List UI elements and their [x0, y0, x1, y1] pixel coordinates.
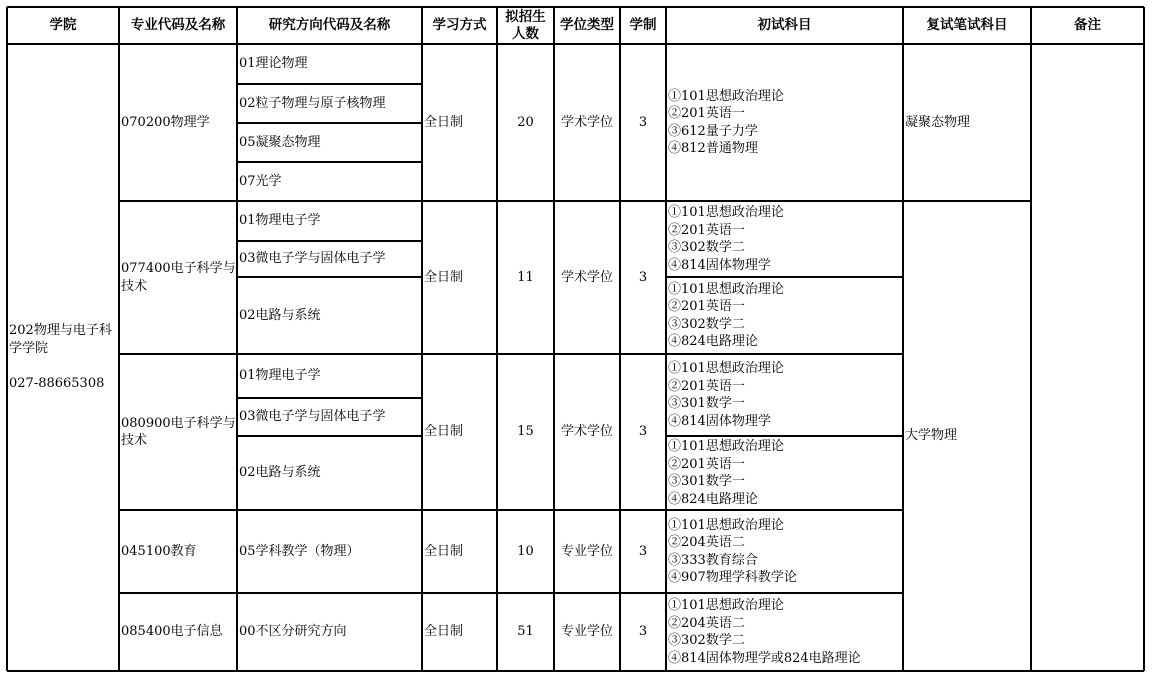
table-border: [7, 6, 1144, 8]
study-mode-cell: 全日制: [424, 424, 464, 440]
grid-line: [119, 200, 903, 202]
exam-subjects-cell: ①101思想政治理论 ②201英语一 ③301数学一 ④824电路理论: [668, 439, 784, 507]
table-border: [7, 670, 1144, 672]
grid-line: [119, 592, 903, 594]
direction-cell: 03微电子学与固体电子学: [239, 409, 386, 425]
exam-subjects-cell: ①101思想政治理论 ②201英语一 ③302数学二 ④814固体物理学: [668, 205, 784, 273]
header-remarks: 备注: [1074, 17, 1101, 33]
direction-cell: 05凝聚态物理: [239, 134, 321, 150]
direction-cell: 01物理电子学: [239, 368, 321, 384]
grid-line: [553, 7, 555, 671]
header-direction: 研究方向代码及名称: [268, 17, 391, 33]
study-mode-cell: 全日制: [424, 114, 464, 130]
exam-subjects-cell: ①101思想政治理论 ②204英语二 ③302数学二 ④814固体物理学或824电路理论: [668, 598, 861, 666]
direction-cell: 07光学: [239, 173, 282, 189]
degree-type-cell: 学术学位: [560, 269, 613, 285]
major-cell: 077400电子科学与技术: [121, 261, 236, 294]
grid-line: [7, 43, 1144, 45]
retest-cell-shared: 大学物理: [905, 428, 958, 444]
degree-type-cell: 专业学位: [560, 543, 613, 559]
header-study-mode: 学习方式: [432, 17, 487, 33]
grid-line: [119, 509, 903, 511]
grid-line: [237, 397, 422, 399]
exam-subjects-cell: ①101思想政治理论 ②204英语二 ③333教育综合 ④907物理学科教学论: [668, 517, 797, 585]
exam-subjects-cell: ①101思想政治理论 ②201英语一 ③302数学二 ④824电路理论: [668, 281, 784, 349]
grid-line: [421, 7, 423, 671]
major-cell: 085400电子信息: [121, 624, 223, 640]
exam-subjects-cell: ①101思想政治理论 ②201英语一 ③301数学一 ④814固体物理学: [668, 361, 784, 429]
study-mode-cell: 全日制: [424, 624, 464, 640]
remarks-cell: [1031, 44, 1144, 671]
major-cell: 070200物理学: [121, 114, 210, 130]
grid-line: [619, 7, 621, 671]
header-college: 学院: [49, 17, 77, 33]
header-degree-type: 学位类型: [560, 17, 614, 33]
direction-cell: 01理论物理: [239, 56, 308, 72]
direction-cell: 02粒子物理与原子核物理: [239, 95, 386, 111]
retest-cell: 凝聚态物理: [905, 114, 971, 130]
enrollment-cell: 51: [517, 624, 534, 640]
grid-line: [237, 435, 422, 437]
grid-line: [666, 435, 903, 437]
direction-cell: 00不区分研究方向: [239, 624, 347, 640]
grid-line: [118, 7, 120, 671]
college-phone: 027-88665308: [9, 376, 105, 392]
study-mode-cell: 全日制: [424, 543, 464, 559]
direction-cell: 01物理电子学: [239, 213, 321, 229]
duration-cell: 3: [638, 114, 648, 130]
enrollment-cell: 10: [517, 543, 534, 559]
exam-subjects-cell: ①101思想政治理论 ②201英语一 ③612量子力学 ④812普通物理: [668, 88, 784, 156]
degree-type-cell: 专业学位: [560, 624, 613, 640]
header-enrollment: 拟招生 人数: [505, 8, 546, 42]
enrollment-cell: 20: [517, 114, 534, 130]
degree-type-cell: 学术学位: [560, 114, 613, 130]
header-exam: 初试科目: [757, 17, 812, 33]
header-duration: 学制: [629, 17, 657, 33]
college-cell: [7, 44, 119, 671]
grid-line: [119, 353, 903, 355]
grid-line: [1143, 7, 1145, 671]
direction-cell: 03微电子学与固体电子学: [239, 251, 386, 267]
enrollment-cell: 15: [517, 424, 534, 440]
duration-cell: 3: [638, 624, 648, 640]
grid-line: [237, 240, 422, 242]
header-retest: 复试笔试科目: [926, 17, 1008, 33]
grid-line: [237, 276, 422, 278]
degree-type-cell: 学术学位: [560, 424, 613, 440]
grid-line: [496, 7, 498, 671]
college-name: 202物理与电子科学学院: [9, 323, 112, 356]
grid-line: [236, 7, 238, 671]
direction-cell: 05学科教学（物理）: [239, 543, 360, 559]
grid-line: [237, 83, 422, 85]
grid-line: [237, 161, 422, 163]
major-cell: 045100教育: [121, 543, 197, 559]
grid-line: [903, 200, 1031, 202]
grid-line: [1030, 7, 1032, 671]
duration-cell: 3: [638, 424, 648, 440]
major-cell: 080900电子科学与技术: [121, 415, 236, 448]
duration-cell: 3: [638, 269, 648, 285]
enrollment-cell: 11: [517, 269, 534, 285]
direction-cell: 02电路与系统: [239, 465, 321, 481]
grid-line: [237, 122, 422, 124]
grid-line: [665, 7, 667, 671]
grid-line: [6, 7, 8, 671]
header-major: 专业代码及名称: [130, 17, 226, 33]
grid-line: [902, 7, 904, 671]
grid-line: [666, 276, 903, 278]
duration-cell: 3: [638, 543, 648, 559]
direction-cell: 02电路与系统: [239, 307, 321, 323]
study-mode-cell: 全日制: [424, 269, 464, 285]
